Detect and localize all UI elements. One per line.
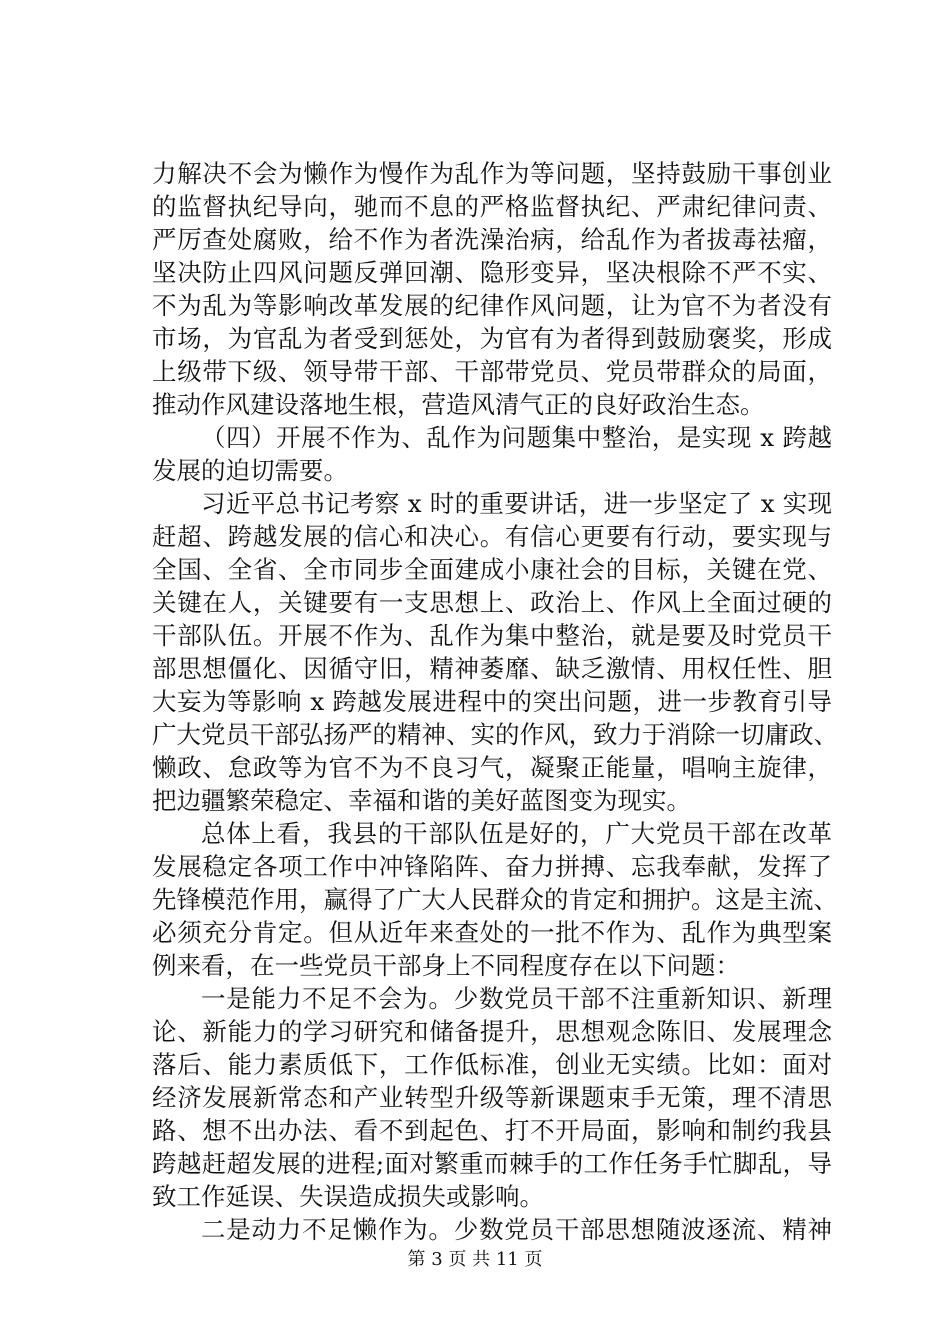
text-line: 二是动力不足懒作为。少数党员干部思想随波逐流、精神 — [201, 1215, 832, 1244]
document-body — [152, 157, 838, 1246]
text-line: 干部队伍。开展不作为、乱作为集中整治，就是要及时党员干 — [152, 621, 832, 650]
text-line: 落后、能力素质低下，工作低标准，创业无实绩。比如：面对 — [152, 1050, 832, 1079]
text-line: 广大党员干部弘扬严的精神、实的作风，致力于消除一切庸政、 — [152, 720, 838, 749]
text-line: 把边疆繁荣稳定、幸福和谐的美好蓝图变为现实。 — [152, 786, 691, 815]
text-line: 发展的迫切需要。 — [152, 456, 348, 485]
text-line: 例来看，在一些党员干部身上不同程度存在以下问题： — [152, 951, 740, 980]
text-line: 坚决防止四风问题反弹回潮、隐形变异，坚决根除不严不实、 — [152, 258, 832, 287]
text-line: 的监督执纪导向，驰而不息的严格监督执纪、严肃纪律问责、 — [152, 192, 832, 221]
text-line: 推动作风建设落地生根，营造风清气正的良好政治生态。 — [152, 390, 765, 419]
text-line: 全国、全省、全市同步全面建成小康社会的目标，关键在党、 — [152, 555, 832, 584]
text-line: 上级带下级、领导带干部、干部带党员、党员带群众的局面， — [152, 357, 832, 386]
text-line: 跨越赶超发展的进程;面对繁重而棘手的工作任务手忙脚乱，导 — [152, 1149, 832, 1178]
text-line: 发展稳定各项工作中冲锋陷阵、奋力拼搏、忘我奉献，发挥了 — [152, 852, 832, 881]
text-line: 懒政、怠政等为官不为不良习气，凝聚正能量，唱响主旋律， — [152, 753, 832, 782]
text-line: 部思想僵化、因循守旧，精神萎靡、缺乏激情、用权任性、胆 — [152, 654, 832, 683]
text-line: 大妄为等影响 x 跨越发展进程中的突出问题，进一步教育引导 — [152, 687, 832, 716]
text-line: 习近平总书记考察 x 时的重要讲话，进一步坚定了 x 实现 — [201, 489, 832, 518]
text-line: 力解决不会为懒作为慢作为乱作为等问题，坚持鼓励干事创业 — [152, 159, 832, 188]
text-line: 必须充分肯定。但从近年来查处的一批不作为、乱作为典型案 — [152, 918, 832, 947]
text-line: 路、想不出办法、看不到起色、打不开局面，影响和制约我县 — [152, 1116, 832, 1145]
text-line: 先锋模范作用，赢得了广大人民群众的肯定和拥护。这是主流、 — [152, 885, 838, 914]
text-line: 论、新能力的学习研究和储备提升，思想观念陈旧、发展理念 — [152, 1017, 832, 1046]
text-line: 致工作延误、失误造成损失或影响。 — [152, 1182, 544, 1211]
page-footer: 第 3 页 共 11 页 — [407, 1249, 543, 1270]
text-line: （四）开展不作为、乱作为问题集中整治，是实现 x 跨越 — [201, 423, 832, 452]
text-line: 关键在人，关键要有一支思想上、政治上、作风上全面过硬的 — [152, 588, 832, 617]
text-line: 一是能力不足不会为。少数党员干部不注重新知识、新理 — [201, 984, 832, 1013]
text-line: 不为乱为等影响改革发展的纪律作风问题，让为官不为者没有 — [152, 291, 832, 320]
text-line: 经济发展新常态和产业转型升级等新课题束手无策，理不清思 — [152, 1083, 832, 1112]
text-line: 市场，为官乱为者受到惩处，为官有为者得到鼓励褒奖，形成 — [152, 324, 832, 353]
text-line: 总体上看，我县的干部队伍是好的，广大党员干部在改革 — [201, 819, 832, 848]
text-line: 赶超、跨越发展的信心和决心。有信心更要有行动，要实现与 — [152, 522, 832, 551]
text-line: 严厉查处腐败，给不作为者洗澡治病，给乱作为者拔毒祛瘤， — [152, 225, 832, 254]
